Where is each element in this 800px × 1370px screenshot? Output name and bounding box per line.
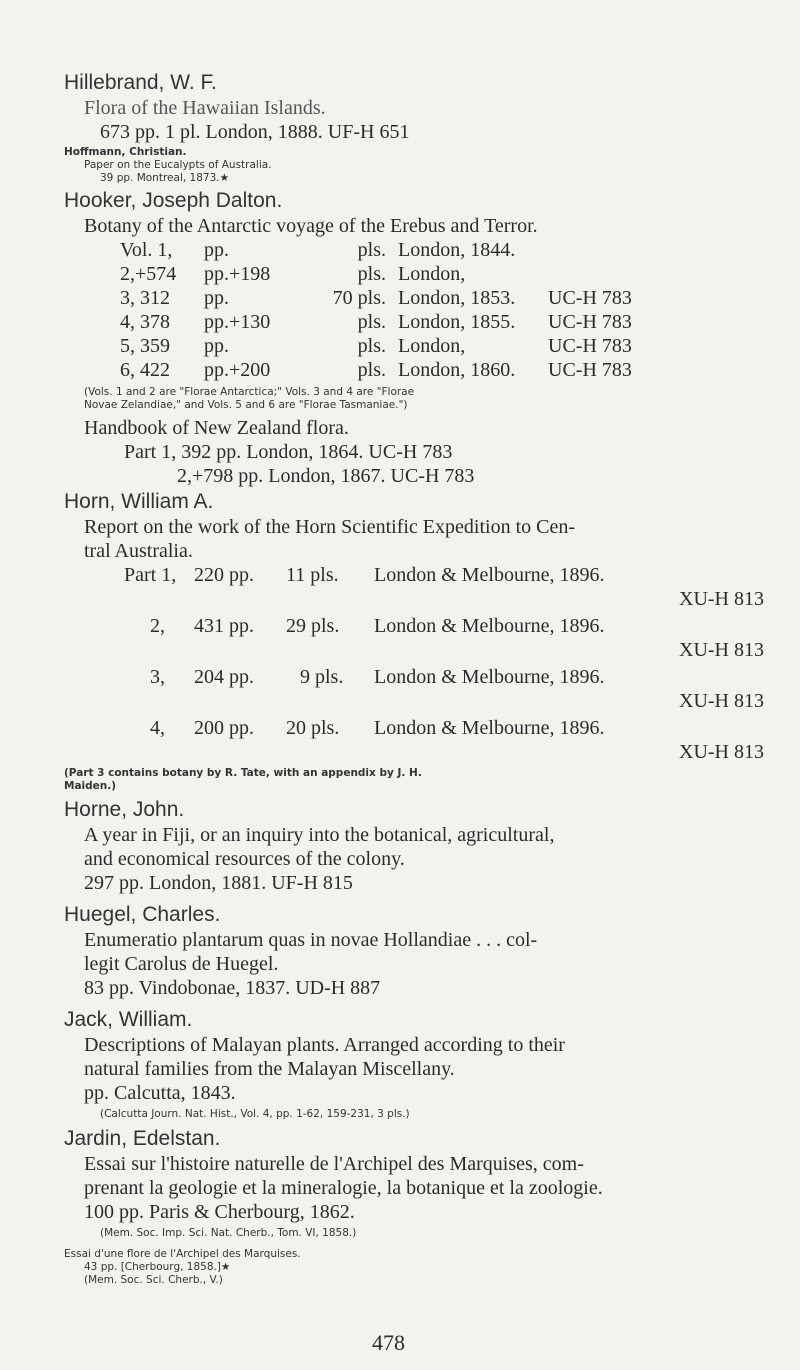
entry-details: 673 pp. 1 pl. London, 1888. UF-H 651 bbox=[100, 121, 410, 143]
entry-note: (Calcutta Journ. Nat. Hist., Vol. 4, pp. 1-62, 159-231, 3 pls.) bbox=[100, 1108, 410, 1120]
part-number: Part 1, bbox=[124, 564, 177, 586]
volume-number: 5, 359 bbox=[120, 335, 170, 357]
author-name: Horn, William A. bbox=[64, 490, 214, 513]
volume-row bbox=[120, 262, 632, 286]
volume-plates: pls. bbox=[357, 359, 386, 381]
entry-jardin bbox=[64, 1126, 764, 1287]
page-number: 478 bbox=[372, 1330, 405, 1355]
entry-details: 39 pp. Montreal, 1873.★ bbox=[100, 172, 230, 184]
part-imprint: London & Melbourne, 1896. bbox=[374, 615, 605, 637]
part-number: 4, bbox=[150, 717, 165, 739]
entry-title: Report on the work of the Horn Scientific Expedition to Cen- bbox=[84, 516, 576, 538]
part-row bbox=[64, 614, 764, 665]
call-number bbox=[548, 238, 632, 262]
entry-title: and economical resources of the colony. bbox=[84, 848, 405, 870]
entry-horn bbox=[64, 489, 764, 563]
part-pages: 220 pp. bbox=[194, 564, 254, 586]
part-plates: 29 pls. bbox=[286, 615, 340, 637]
entry-details: pp. Calcutta, 1843. bbox=[84, 1082, 236, 1104]
volume-number: 2,+574 bbox=[120, 263, 177, 285]
volume-number: 3, 312 bbox=[120, 287, 170, 309]
entry-title: Botany of the Antarctic voyage of the Erebus and Terror. bbox=[84, 215, 538, 237]
author-name: Hillebrand, W. F. bbox=[64, 71, 217, 94]
entry-title: Paper on the Eucalypts of Australia. bbox=[84, 159, 272, 171]
entry-hooker bbox=[64, 188, 764, 488]
volume-imprint: London, bbox=[398, 335, 466, 357]
part-number: 3, bbox=[150, 666, 165, 688]
volume-plates: 70 pls. bbox=[332, 287, 386, 309]
volumes-note: Novae Zelandiae," and Vols. 5 and 6 are "Florae Tasmaniae.") bbox=[84, 399, 408, 411]
volume-plates: pls. bbox=[357, 239, 386, 261]
entry-huegel bbox=[64, 902, 764, 1000]
entry-title: prenant la geologie et la mineralogie, la botanique et la zoologie. bbox=[84, 1177, 603, 1199]
part-pages: 200 pp. bbox=[194, 717, 254, 739]
call-number: UC-H 783 bbox=[548, 287, 632, 309]
part-imprint: London & Melbourne, 1896. bbox=[374, 717, 605, 739]
volumes-table bbox=[120, 238, 632, 382]
entry-title: tral Australia. bbox=[84, 540, 193, 562]
volume-row bbox=[120, 238, 632, 262]
entry-details: 100 pp. Paris & Cherbourg, 1862. bbox=[84, 1201, 355, 1223]
volume-pages: pp.+198 bbox=[204, 263, 271, 285]
entry-details: 297 pp. London, 1881. UF-H 815 bbox=[84, 872, 353, 894]
volume-row bbox=[120, 358, 632, 382]
sub-entry-title: Essai d'une flore de l'Archipel des Marquises. bbox=[64, 1248, 301, 1260]
volumes-note: (Vols. 1 and 2 are "Florae Antarctica;" Vols. 3 and 4 are "Florae bbox=[84, 386, 415, 398]
part-pages: 431 pp. bbox=[194, 615, 254, 637]
part-imprint: London & Melbourne, 1896. bbox=[374, 666, 605, 688]
volume-pages: pp.+130 bbox=[204, 311, 271, 333]
entry-title: Descriptions of Malayan plants. Arranged according to their bbox=[84, 1034, 565, 1056]
handbook-part: 2,+798 pp. London, 1867. UC-H 783 bbox=[177, 465, 475, 487]
entry-hillebrand bbox=[64, 70, 764, 144]
volume-number: 6, 422 bbox=[120, 359, 170, 381]
volume-plates: pls. bbox=[357, 311, 386, 333]
volume-imprint: London, 1855. bbox=[398, 311, 516, 333]
entry-note: (Mem. Soc. Imp. Sci. Nat. Cherb., Tom. VI, 1858.) bbox=[100, 1227, 357, 1239]
entry-title: natural families from the Malayan Miscellany. bbox=[84, 1058, 455, 1080]
part-row bbox=[64, 716, 764, 767]
volume-imprint: London, bbox=[398, 263, 466, 285]
handbook-part: Part 1, 392 pp. London, 1864. UC-H 783 bbox=[124, 441, 453, 463]
volume-plates: pls. bbox=[357, 263, 386, 285]
volume-row bbox=[120, 286, 632, 310]
author-name: Huegel, Charles. bbox=[64, 903, 221, 926]
part-plates: 11 pls. bbox=[286, 564, 339, 586]
volume-pages: pp. bbox=[204, 335, 229, 357]
call-number: XU-H 813 bbox=[679, 741, 764, 763]
part-row bbox=[64, 665, 764, 716]
entry-details: 83 pp. Vindobonae, 1837. UD-H 887 bbox=[84, 977, 381, 999]
author-name: Horne, John. bbox=[64, 798, 185, 821]
entry-title: legit Carolus de Huegel. bbox=[84, 953, 279, 975]
call-number: XU-H 813 bbox=[679, 588, 764, 610]
volume-imprint: London, 1853. bbox=[398, 287, 516, 309]
author-name: Hoffmann, Christian. bbox=[64, 146, 187, 158]
author-name: Hooker, Joseph Dalton. bbox=[64, 189, 283, 212]
call-number: UC-H 783 bbox=[548, 311, 632, 333]
call-number: XU-H 813 bbox=[679, 639, 764, 661]
part-row bbox=[64, 563, 764, 614]
author-name: Jardin, Edelstan. bbox=[64, 1127, 221, 1150]
horn-parts bbox=[64, 563, 764, 767]
call-number bbox=[548, 262, 632, 286]
entry-title: Enumeratio plantarum quas in novae Hollandiae . . . col- bbox=[84, 929, 538, 951]
call-number: UC-H 783 bbox=[548, 335, 632, 357]
part-plates: 20 pls. bbox=[286, 717, 340, 739]
call-number: UC-H 783 bbox=[548, 359, 632, 381]
handbook-title: Handbook of New Zealand flora. bbox=[84, 417, 349, 439]
note-line: Maiden.) bbox=[64, 780, 117, 792]
horn-note bbox=[64, 767, 764, 793]
volume-row bbox=[120, 310, 632, 334]
part-imprint: London & Melbourne, 1896. bbox=[374, 564, 605, 586]
part-plates: 9 pls. bbox=[300, 666, 344, 688]
volume-pages: pp.+200 bbox=[204, 359, 271, 381]
volume-imprint: London, 1860. bbox=[398, 359, 516, 381]
entry-title: A year in Fiji, or an inquiry into the botanical, agricultural, bbox=[84, 824, 555, 846]
entry-title: Essai sur l'histoire naturelle de l'Archipel des Marquises, com- bbox=[84, 1153, 584, 1175]
sub-entry-note: (Mem. Soc. Sci. Cherb., V.) bbox=[84, 1274, 223, 1286]
volume-pages: pp. bbox=[204, 239, 229, 261]
call-number: XU-H 813 bbox=[679, 690, 764, 712]
note-line: (Part 3 contains botany by R. Tate, with an appendix by J. H. bbox=[64, 767, 422, 779]
part-number: 2, bbox=[150, 615, 165, 637]
entry-title: Flora of the Hawaiian Islands. bbox=[84, 97, 326, 119]
author-name: Jack, William. bbox=[64, 1008, 193, 1031]
volume-number: 4, 378 bbox=[120, 311, 170, 333]
sub-entry-details: 43 pp. [Cherbourg, 1858.]★ bbox=[84, 1261, 231, 1273]
entry-jack bbox=[64, 1007, 764, 1121]
volume-plates: pls. bbox=[357, 335, 386, 357]
volume-pages: pp. bbox=[204, 287, 229, 309]
part-pages: 204 pp. bbox=[194, 666, 254, 688]
entry-hoffmann bbox=[64, 146, 764, 185]
volume-imprint: London, 1844. bbox=[398, 239, 516, 261]
entry-horne bbox=[64, 797, 764, 895]
volume-number: Vol. 1, bbox=[120, 239, 173, 261]
volume-row bbox=[120, 334, 632, 358]
